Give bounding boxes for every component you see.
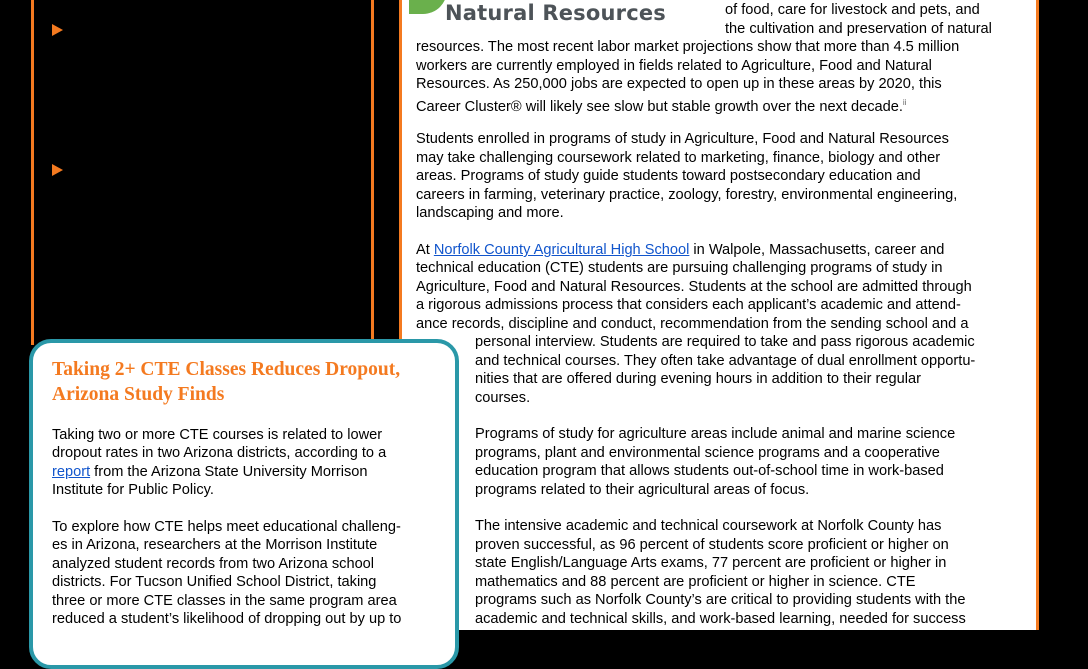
feature-text-line: reduced a student’s likelihood of dropping out by up to [52,611,402,627]
body-text-line: areas. Programs of study guide students toward postsecondary education and [416,168,921,184]
body-text-line: The intensive academic and technical coursework at Norfolk County has [475,518,942,534]
body-text-line: nities that are offered during evening hours in addition to their regular [475,371,921,387]
body-text-line: At Norfolk County Agricultural High School in Walpole, Massachusetts, career and [416,242,945,258]
feature-text-line: dropout rates in two Arizona districts, according to a [52,445,387,461]
endnote-marker: ii [902,98,907,107]
body-text-line: Students enrolled in programs of study in Agriculture, Food and Natural Resources [416,131,949,147]
body-text-line: ance records, discipline and conduct, recommendation from the sending school and a [416,316,969,332]
body-text-line: mathematics and 88 percent are proficient or higher in science. CTE [475,574,916,590]
body-text-line: personal interview. Students are required to take and pass rigorous academic [475,334,975,350]
logo-leaf-icon [409,0,447,14]
body-text-line: courses. [475,390,531,406]
feature-text-line: three or more CTE classes in the same program area [52,593,397,609]
feature-text-line: report from the Arizona State University Morrison [52,464,368,480]
feature-text-line: es in Arizona, researchers at the Morrison Institute [52,537,378,553]
feature-sidebar-card [29,339,459,669]
body-text-line: landscaping and more. [416,205,564,221]
bullet-arrow-icon [52,164,63,176]
body-text-line: programs such as Norfolk County’s are critical to providing students with the [475,592,966,608]
main-article-column [399,0,1039,630]
norfolk-county-school-link[interactable]: Norfolk County Agricultural High School [433,242,690,258]
bullet-arrow-icon [52,24,63,36]
body-text-line: Agriculture, Food and Natural Resources. Students at the school are admitted through [416,279,972,295]
cluster-logo-text: Natural Resources [445,1,667,25]
body-text-line: education program that allows students out-of-school time in work-based [475,463,944,479]
body-text-line: Career Cluster® will likely see slow but stable growth over the next decade.$^{ii}$ [416,98,907,115]
body-text-line: Programs of study for agriculture areas include animal and marine science [475,426,956,442]
feature-text-line: districts. For Tucson Unified School District, taking [52,574,377,590]
feature-text-line: Taking two or more CTE courses is related to lower [52,427,383,443]
body-text-line: of food, care for livestock and pets, and [725,2,980,18]
body-text-line: programs, plant and environmental science programs and a cooperative [475,445,940,461]
body-text-line: and technical courses. They often take advantage of dual enrollment opportu- [475,353,976,369]
body-text-line: programs related to their agricultural areas of focus. [475,482,810,498]
body-text-line: state English/Language Arts exams, 77 percent are proficient or higher in [475,555,947,571]
body-text-line: may take challenging coursework related to marketing, finance, biology and other [416,150,941,166]
report-link[interactable]: report [52,464,91,480]
left-sidebar-panel [31,0,374,345]
feature-title: Taking 2+ CTE Classes Reduces Dropout, Arizona Study Finds [52,359,401,405]
body-text-line: technical education (CTE) students are pursuing challenging programs of study in [416,260,943,276]
body-text-line: resources. The most recent labor market projections show that more than 4.5 million [416,39,960,55]
feature-text-line: analyzed student records from two Arizona school [52,556,375,572]
body-text-line: a rigorous admissions process that considers each applicant’s academic and attend- [416,297,961,313]
body-text-line: workers are currently employed in fields related to Agriculture, Food and Natural [416,58,932,74]
feature-text-line: To explore how CTE helps meet educational challeng- [52,519,401,535]
body-text-line: Resources. As 250,000 jobs are expected to open up in these areas by 2020, this [416,76,942,92]
body-text-line: academic and technical skills, and work-based learning, needed for success [475,611,966,627]
body-text-line: the cultivation and preservation of natural [725,21,992,37]
feature-text-line: Institute for Public Policy. [52,482,214,498]
body-text-line: careers in farming, veterinary practice, zoology, forestry, environmental engineering, [416,187,958,203]
body-text-line: proven successful, as 96 percent of students score proficient or higher on [475,537,949,553]
